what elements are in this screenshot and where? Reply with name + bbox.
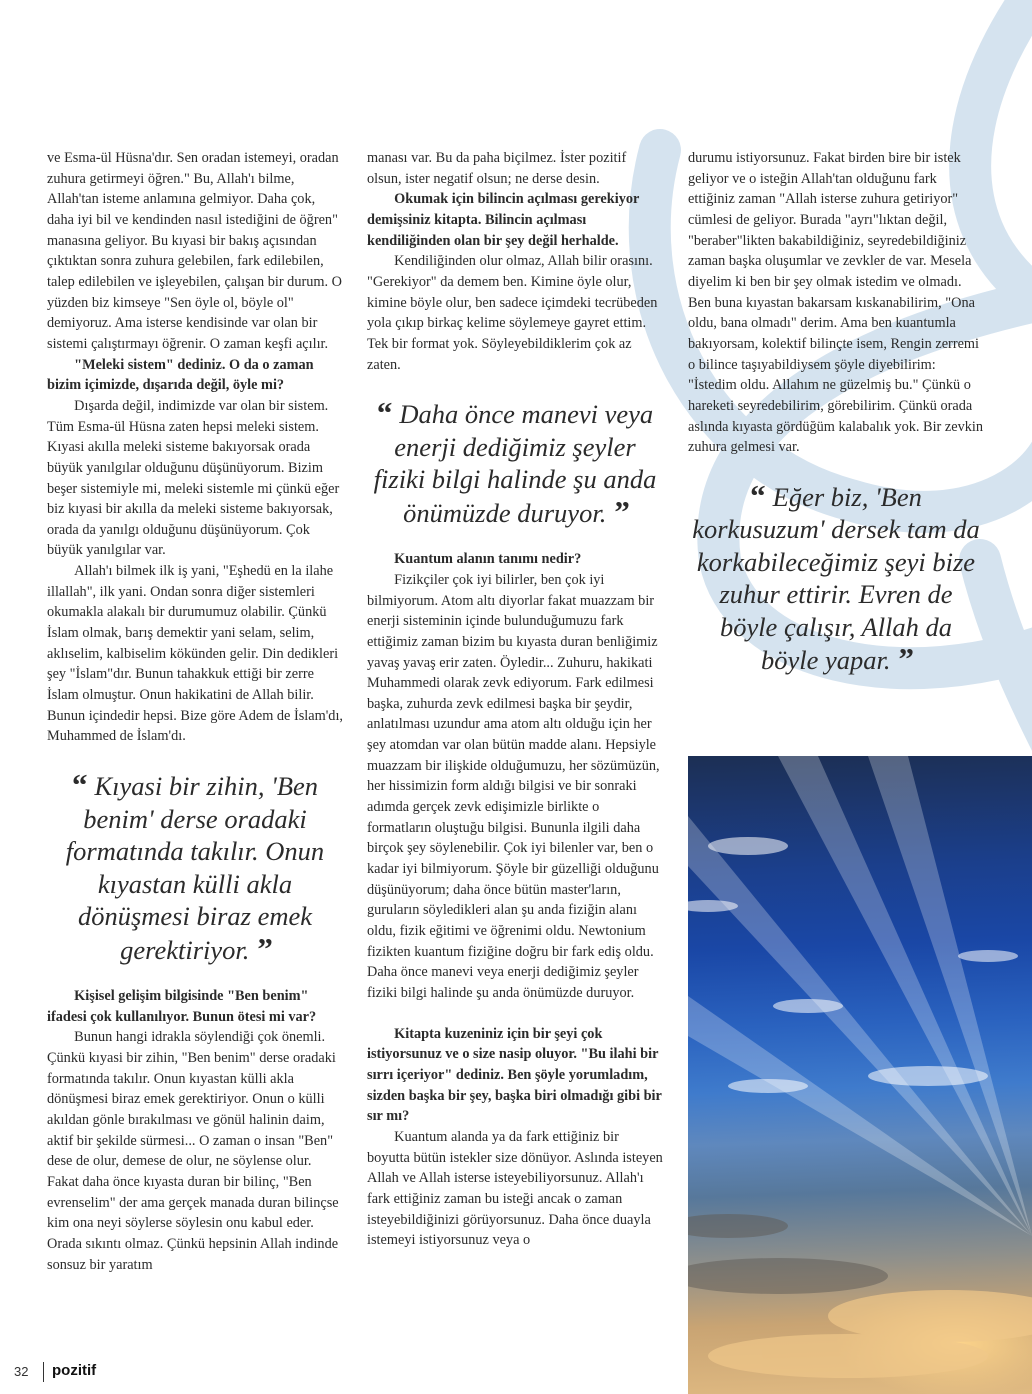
pull-quote [47,769,343,966]
interview-question: Kuantum alanın tanımı nedir? [394,551,582,568]
open-quote-icon: “ [71,767,85,803]
paragraph: durumu istiyorsunuz. Fakat birden bire bir istek geliyor ve o isteğin Allah'tan olduğunu fark ettiğiniz zaman "Allah isterse zuhura getiriyor" cümlesi de geliyor. Burada "ayrı"lıktan değil, "beraber"likten bakabildiğiniz, seyredebildiğiniz zaman başka oluşumlar ve zevkler de var. Mesela diyelim ki ben bir şey olmak istedim ve olmadı. Ben buna kıyastan bakarsam kıskanabilirim, "Ona oldu, bana olmadı" derim. Ama ben kuantumla bakıyorsam, kolektif bilinçte isem, Rengin zerremi o bilince taşıyabildiysem şöyle diyebilirim: "İstedim oldu. Allahım ne güzelmiş bu." Çünkü o hareketi seyredebilirim, görebilirim. Çünkü orada aslında kıyasta gördüğüm kalabalık yok. Bir zevkin zuhura gelmesi var. [688,150,984,456]
interview-question: "Meleki sistem" dediniz. O da o zaman bizim içimizde, dışarıda değil, öyle mi? [47,356,314,394]
sky-photo [688,756,1032,1394]
paragraph: ve Esma-ül Hüsna'dır. Sen oradan istemeyi, oradan zuhura getirmeyi öğren." Bu, Allah'ı bilme, Allah'tan isteme anlamına gelmiyor. Daha çok, daha iyi bil ve kendinden nasıl istediğini de öğren" manasına geliyor. Bu kıyasi bir bakış açısından çıktıktan sonra zuhura gelebilen, fark edilebilen, talep edilebilen ve işleyebilen, çalışan bir durum. O yüzden biz kimseye "Sen öyle ol, böyle ol" demiyoruz. Ama isterse kendisinde var olan bir sistemi çalıştırmayı öğrenir. O zaman keşfi açılır. [47,150,342,352]
page-number: 32 [14,1364,29,1379]
text-column-3 [688,148,984,697]
open-quote-icon: “ [750,477,763,513]
interview-question: Kitapta kuzeniniz için bir şeyi çok istiyorsunuz ve o size nasip oluyor. "Bu ilahi bir sırrı içeriyor" dediniz. Ben şöyle yorumladım, sizden başka bir şey, başka biri olmadığı gibi bir sır mı? [367,1025,662,1125]
close-quote-icon: ” [257,930,270,966]
paragraph: manası var. Bu da paha biçilmez. İster pozitif olsun, ister negatif olsun; ne derse desin. [367,150,627,187]
paragraph: Bunun hangi idrakla söylendiği çok önemli. Çünkü kıyasi bir zihin, "Ben benim" derse oradaki formatında takılır. Onun kıyastan külli akla dönüşmesi biraz emek gerektiriyor. Onun o külli akıldan gönle bırakılması ve gönül halinin daim, aktif bir şekilde sürmesi... O zaman o insan "Ben" dese de olur, demese de olur, ne söylense olur. Fakat daha önce kıyasta duran bir bilinç, "Ben evrenselim" der ama gerçek manada duran bilinçse kim ona neyi söylerse söylesin onu kabul eder. Orada sıkıntı olmaz. Çünkü hepsinin Allah indinde sonsuz bir yaratım [47,1029,339,1273]
interview-question: Okumak için bilincin açılması gerekiyor demişsiniz kitapta. Bilincin açılması kendiliğinden olan bir şey değil herhalde. [367,191,640,249]
close-quote-icon: ” [898,641,912,677]
paragraph: Fizikçiler çok iyi bilirler, ben çok iyi bilmiyorum. Atom altı diyorlar fakat muazzam bir enerji sisteminin içinde bulunduğumuzu fark ettiğimiz zaman bizim bu kıyasta duran benliğimiz yavaş yavaş erir zaten. Öyledir... Zuhuru, hakikati Muhammedi olarak zevk ediyorum. Fark edilmesi başka, zuhurda zevk edilmesi başka bir şeydir, anlatılması uzundur ama atom altı olduğu için her şey atomdan var olan bütün madde alanı. Hepsiyle muazzam bir ilişkide olduğumuzu, her sözümüzün, her hissimizin form aldığı bilgisi ve bir sonraki adımda gerçek zevk edişimizle birlikte o formatların oluştuğu bilgisi. Bununla ilgili daha birçok şey söylenebilir. Çok iyi bilenler var, ben o kadar iyi bilmiyorum. Şöyle bir güzelliği olduğunu düşünüyorum; daha önce bütün master'ların, guruların söyledikleri alan şu anda fiziğin alanı oldu, fizik eğitimi ve öğrenimi oldu. Newtonium fizikten kuantum fiziğine doğru bir fark ediş oldu. Daha önce manevi veya enerji dediğimiz şeyler fiziki bilgi halinde şu anda önümüzde duruyor. [367,571,660,1001]
open-quote-icon: “ [376,395,390,431]
pull-quote-text: Daha önce manevi veya enerji dediğimiz şeyler fiziki bilgi halinde şu anda önümüzde duruyor. [373,399,657,528]
close-quote-icon: ” [614,493,627,529]
pull-quote [688,477,984,677]
paragraph: Allah'ı bilmek ilk iş yani, "Eşhedü en la ilahe illallah", ilk yani. Ondan sonra diğer sistemleri okumakla alakalı bir durumumuz olabilir. Çünkü İslam olmak, barış demektir yani selam, selim, aklıselim, kalbiselim kökünden gelir. Din dedikleri şey "İslam"dır. Bunun tahakkuk ettiği bir zerre İslam olmuştur. Onun hakikatini de Allah bilir. Bunun içindedir hepsi. Bize göre Adem de İslam'dı, Muhammed de İslam'dı. [47,563,343,745]
text-column-1 [47,148,343,1275]
pull-quote [367,397,663,529]
text-column-2 [367,148,663,1251]
interview-question: Kişisel gelişim bilgisinde "Ben benim" ifadesi çok kullanılıyor. Bunun ötesi mi var? [47,988,317,1025]
paragraph: Kuantum alanda ya da fark ettiğiniz bir boyutta bütün istekler size dönüyor. Aslında isteyen Allah ve Allah isterse isteyebiliyorsunuz. Allah'ı fark ettiğiniz zaman bu isteği ancak o zaman isteyebildiğinizi görüyorsunuz. Daha önce duayla istemeyi istiyorsunuz veya o [367,1128,663,1249]
pull-quote-text: Eğer biz, 'Ben korkusuzum' dersek tam da korkabileceğimiz şeyi bize zuhur ettirir. Evren de böyle çalışır, Allah da böyle yapar. [692,481,980,676]
magazine-name: pozitif [52,1362,97,1379]
footer-divider [43,1362,44,1382]
paragraph: Kendiliğinden olur olmaz, Allah bilir orasını. "Gerekiyor" da demem ben. Kimine öyle olur, kimine böyle olur, ben sadece içimdeki tecrübeden yola çıkıp birkaç kelime söylemeye gayret ettim. Tek bir format yok. Söyleyebildiklerim çok az zaten. [367,253,658,373]
paragraph: Dışarda değil, indimizde var olan bir sistem. Tüm Esma-ül Hüsna zaten hepsi meleki sistem. Kıyasi akılla meleki sisteme bakıyorsak orada büyük yanılgılar olduğunu düşünüyorum. Bizim beşer sistemiyle mi, meleki sistemle mi çünkü eğer biz kıyasi bir akılla da meleki sisteme bakıyorsak, orada da yanılgı olduğunu düşünüyorum. Çok büyük yanılgılar var. [47,397,340,559]
pull-quote-text: Kıyasi bir zihin, 'Ben benim' derse oradaki formatında takılır. Onun kıyastan külli akla dönüşmesi biraz emek gerektiriyor. [65,771,325,965]
